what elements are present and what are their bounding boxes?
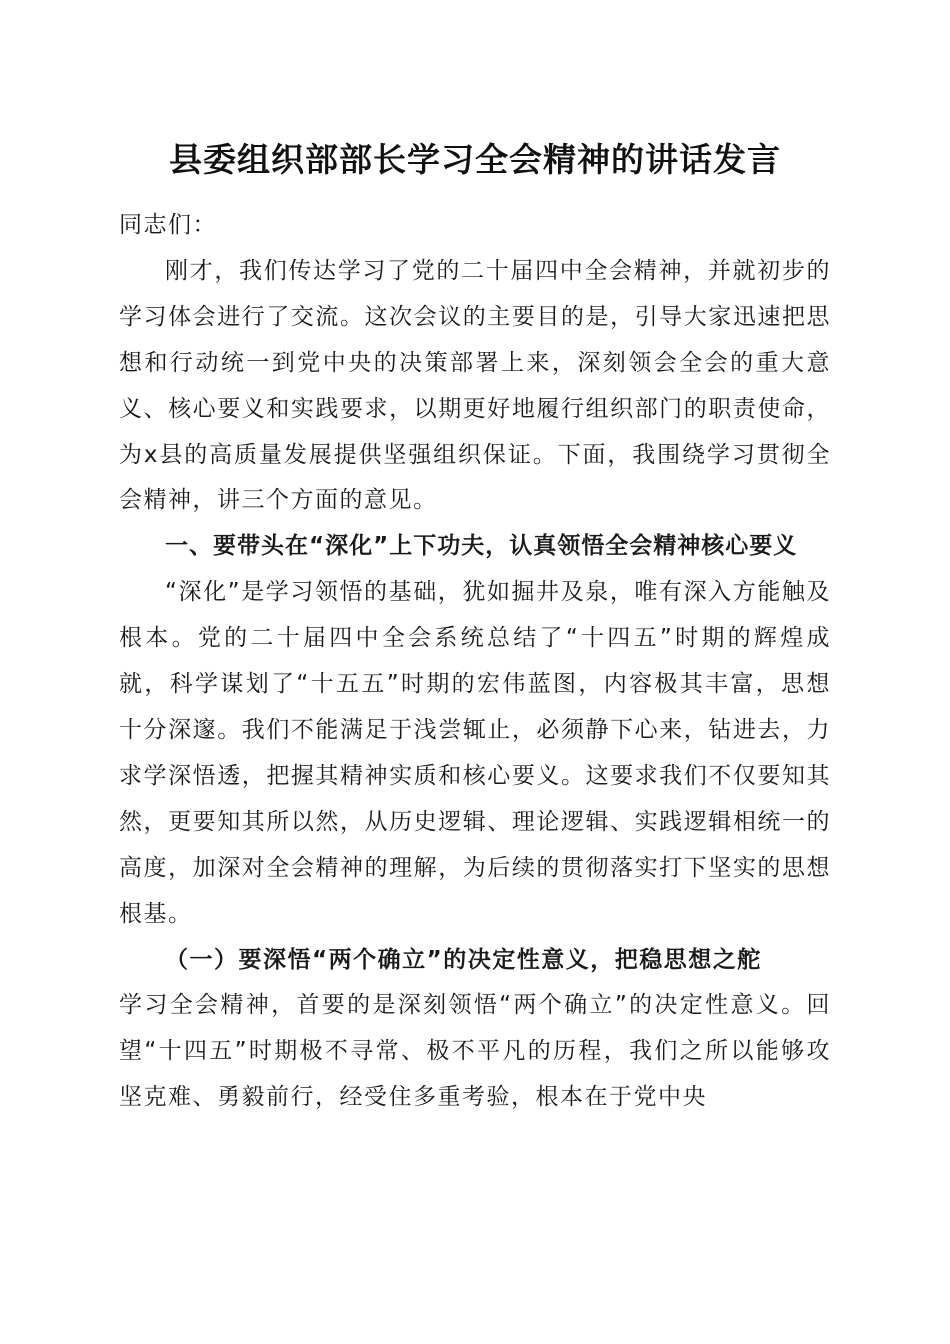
- paragraph-section-1: “深化”是学习领悟的基础，犹如掘井及泉，唯有深入方能触及根本。党的二十届四中全会系统总结了“十四五”时期的辉煌成就，科学谋划了“十五五”时期的宏伟蓝图，内容极其丰富，思想十分深邃。我们不能满足于浅尝辄止，必须静下心来，钻进去，力求学深悟透，把握其精神实质和核心要义。这要求我们不仅要知其然，更要知其所以然，从历史逻辑、理论逻辑、实践逻辑相统一的高度，加深对全会精神的理解，为后续的贯彻落实打下坚实的思想根基。: [119, 579, 831, 927]
- salutation: 同志们：: [119, 212, 217, 238]
- subsection-heading-1: （一）要深悟“两个确立”的决定性意义，把稳思想之舵: [165, 946, 762, 973]
- paragraph-subsection-1: 学习全会精神，首要的是深刻领悟“两个确立”的决定性意义。回望“十四五”时期极不寻常、极不平凡的历程，我们之所以能够攻坚克难、勇毅前行，经受住多重考验，根本在于党中央: [119, 992, 831, 1111]
- section-heading-1: 一、要带头在“深化”上下功夫，认真领悟全会精神核心要义: [165, 533, 798, 560]
- paragraph-intro: 刚才，我们传达学习了党的二十届四中全会精神，并就初步的学习体会进行了交流。这次会议的主要目的是，引导大家迅速把思想和行动统一到党中央的决策部署上来，深刻领会全会的重大意义、核心要义和实践要求，以期更好地履行组织部门的职责使命，为x县的高质量发展提供坚强组织保证。下面，我围绕学习贯彻全会精神，讲三个方面的意见。: [119, 257, 831, 514]
- document-title: 县委组织部部长学习全会精神的讲话发言: [169, 140, 781, 179]
- document-body: [119, 203, 831, 1121]
